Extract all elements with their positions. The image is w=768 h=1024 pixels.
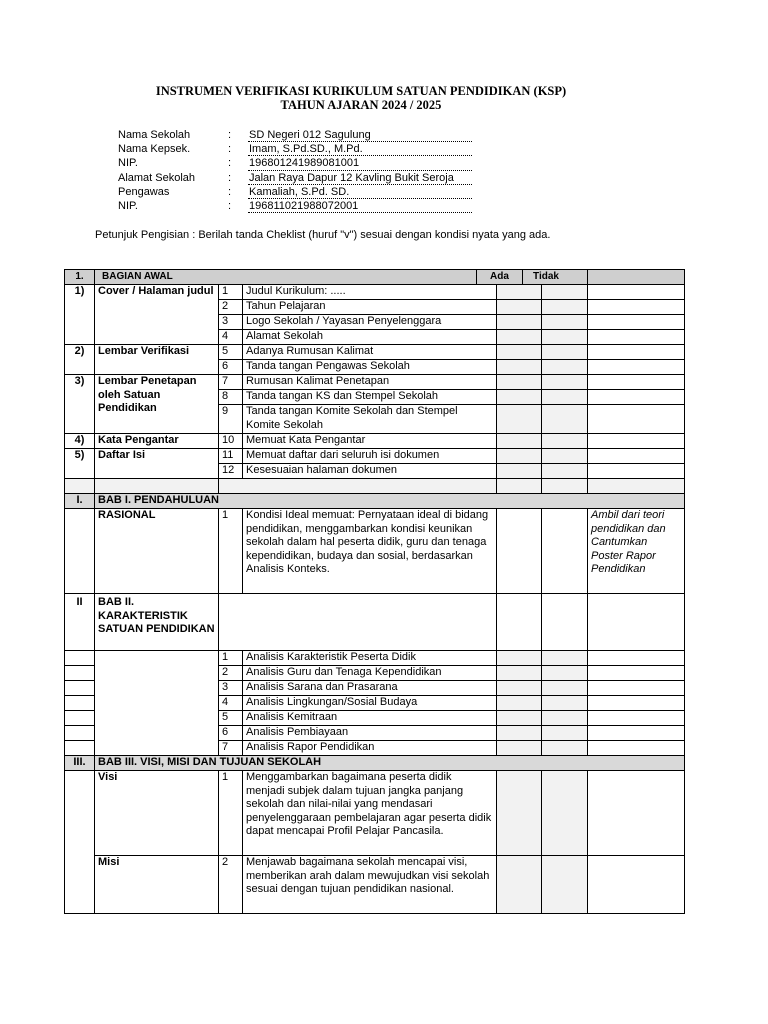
note-cell [588,390,685,405]
info-value: Kamaliah, S.Pd. SD. [248,185,472,199]
table-row [65,434,685,449]
note-cell [588,681,685,696]
tidak-cell[interactable] [542,315,588,330]
row-no: 3) [65,375,95,434]
note-cell [588,771,685,856]
row-no [65,509,95,594]
tidak-cell[interactable] [542,330,588,345]
item-number: 6 [219,360,243,375]
note-cell [588,696,685,711]
item-text: Adanya Rumusan Kalimat [243,345,497,360]
item-text: Tanda tangan Komite Sekolah dan Stempel Komite Sekolah [243,405,497,434]
note-cell [588,434,685,449]
doc-title-line1: INSTRUMEN VERIFIKASI KURIKULUM SATUAN PENDIDIKAN (KSP) [155,84,567,98]
section-no: I. [65,494,95,509]
item-text: Logo Sekolah / Yayasan Penyelenggara [243,315,497,330]
item-number: 10 [219,434,243,449]
row-group: RASIONAL [95,509,219,594]
tidak-cell[interactable] [542,464,588,479]
note-cell [588,345,685,360]
tidak-cell[interactable] [542,285,588,300]
ada-cell[interactable] [497,509,542,594]
row-group: Daftar Isi [95,449,219,479]
ada-cell[interactable] [497,390,542,405]
info-value: 196811021988072001 [248,199,472,213]
info-row-alamat [118,171,472,185]
spacer-cell [65,479,95,494]
info-label: Pengawas [118,185,170,198]
item-text: Alamat Sekolah [243,330,497,345]
spacer-row [65,479,685,494]
item-text: Rumusan Kalimat Penetapan [243,375,497,390]
info-label: NIP. [118,157,138,170]
table-header-row [65,270,685,285]
ada-cell[interactable] [497,726,542,741]
verification-table [64,269,685,914]
note-cell [588,464,685,479]
info-row-nama-kepsek [118,142,472,156]
item-number: 11 [219,449,243,464]
item-text: Analisis Sarana dan Prasarana [243,681,497,696]
header-ada: Ada [476,270,522,284]
ada-cell[interactable] [497,594,542,651]
table-row [65,509,685,594]
ada-cell[interactable] [497,856,542,914]
tidak-cell[interactable] [542,594,588,651]
row-group: Kata Pengantar [95,434,219,449]
ada-cell[interactable] [497,330,542,345]
section-row-bab2 [65,594,685,651]
tidak-cell[interactable] [542,771,588,856]
tidak-cell[interactable] [542,666,588,681]
note-cell [588,651,685,666]
info-colon: : [228,157,232,170]
ada-cell[interactable] [497,666,542,681]
item-text: Tanda tangan KS dan Stempel Sekolah [243,390,497,405]
info-row-nip-pengawas [118,199,472,213]
tidak-cell[interactable] [542,741,588,756]
tidak-cell[interactable] [542,509,588,594]
tidak-cell[interactable] [542,300,588,315]
item-text: Memuat daftar dari seluruh isi dokumen [243,449,497,464]
info-label: Alamat Sekolah [118,171,196,184]
row-no [65,681,95,696]
tidak-cell[interactable] [542,360,588,375]
info-colon: : [228,199,232,212]
table-row [65,771,685,856]
section-title: BAB II. KARAKTERISTIK SATUAN PENDIDIKAN [95,594,219,651]
item-text: Kesesuaian halaman dokumen [243,464,497,479]
spacer-cell [497,479,542,494]
item-number: 1 [219,771,243,856]
row-no [65,696,95,711]
item-text: Memuat Kata Pengantar [243,434,497,449]
item-number: 1 [219,651,243,666]
item-text: Kondisi Ideal memuat: Pernyataan ideal di bidang pendidikan, menggambarkan kondisi keunikan sekolah dalam hal peserta didik, guru dan tenaga kependidikan, budaya dan sosial, berdasarkan Analisis Konteks. [243,509,497,594]
tidak-cell[interactable] [542,651,588,666]
item-number: 2 [219,856,243,914]
item-number: 2 [219,666,243,681]
item-text: Analisis Rapor Pendidikan [243,741,497,756]
tidak-cell[interactable] [542,449,588,464]
item-text: Analisis Karakteristik Peserta Didik [243,651,497,666]
ada-cell[interactable] [497,449,542,464]
item-number: 3 [219,681,243,696]
ada-cell[interactable] [497,285,542,300]
item-text: Analisis Pembiayaan [243,726,497,741]
item-number: 12 [219,464,243,479]
item-text: Analisis Kemitraan [243,711,497,726]
item-number: 8 [219,390,243,405]
table-row [65,285,685,300]
ada-cell[interactable] [497,771,542,856]
ada-cell[interactable] [497,360,542,375]
header-tidak: Tidak [522,270,569,284]
table-row [65,449,685,464]
row-group: Visi [95,771,219,856]
note-cell [588,711,685,726]
header-note [588,270,685,285]
note-cell: Ambil dari teori pendidikan dan Cantumkan Poster Rapor Pendidikan [588,509,685,594]
row-group: Lembar Verifikasi [95,345,219,375]
spacer-cell [542,479,588,494]
instructions: Petunjuk Pengisian : Berilah tanda Cheklist (huruf "v") sesuai dengan kondisi nyata yang ada. [95,229,551,241]
note-cell [588,594,685,651]
section-row-bab1 [65,494,685,509]
header-no: 1. [65,270,95,285]
item-number: 1 [219,509,243,594]
ada-cell[interactable] [497,711,542,726]
row-no [65,741,95,756]
item-number: 3 [219,315,243,330]
info-value: Jalan Raya Dapur 12 Kavling Bukit Seroja [248,171,472,185]
note-cell [588,330,685,345]
item-number: 5 [219,345,243,360]
ada-cell[interactable] [497,696,542,711]
item-number: 4 [219,330,243,345]
ada-cell[interactable] [497,375,542,390]
info-colon: : [228,185,232,198]
header-section-label: BAGIAN AWAL [102,271,173,282]
header-section [95,270,588,285]
note-cell [588,360,685,375]
info-label: Nama Sekolah [118,129,191,141]
section-title: BAB I. PENDAHULUAN [95,494,685,509]
section-no: II [65,594,95,651]
tidak-cell[interactable] [542,390,588,405]
section-row-bab3 [65,756,685,771]
table-row [65,856,685,914]
tidak-cell[interactable] [542,375,588,390]
item-text: Analisis Guru dan Tenaga Kependidikan [243,666,497,681]
info-colon: : [228,143,232,156]
note-cell [588,375,685,390]
info-row-nip-kepsek [118,156,472,170]
table-row [65,345,685,360]
row-no [65,726,95,741]
item-number: 5 [219,711,243,726]
tidak-cell[interactable] [542,681,588,696]
tidak-cell[interactable] [542,726,588,741]
doc-title-line2: TAHUN AJARAN 2024 / 2025 [280,98,442,112]
row-no [65,711,95,726]
info-value: SD Negeri 012 Sagulung [248,128,472,142]
tidak-cell[interactable] [542,345,588,360]
row-group: Cover / Halaman judul [95,285,219,345]
row-group [95,651,219,756]
info-value: Imam, S.Pd.SD., M.Pd. [248,142,472,156]
item-number: 9 [219,405,243,434]
item-number: 2 [219,300,243,315]
row-no: 1) [65,285,95,345]
tidak-cell[interactable] [542,405,588,434]
row-no: 4) [65,434,95,449]
ada-cell[interactable] [497,434,542,449]
item-number: 6 [219,726,243,741]
tidak-cell[interactable] [542,711,588,726]
item-number: 7 [219,375,243,390]
ada-cell[interactable] [497,741,542,756]
item-text: Menggambarkan bagaimana peserta didik menjadi subjek dalam tujuan jangka panjang sekolah dan nilai-nilai yang mendasari penyelenggaraan pembelajaran agar peserta didik dapat mencapai Profil Pelajar Pancasila. [243,771,497,856]
empty-cell [219,594,497,651]
row-no: 2) [65,345,95,375]
ada-cell[interactable] [497,464,542,479]
item-number: 1 [219,285,243,300]
item-number: 4 [219,696,243,711]
item-text: Menjawab bagaimana sekolah mencapai visi, memberikan arah dalam mewujudkan visi sekolah sesuai dengan tujuan pendidikan nasional. [243,856,497,914]
ada-cell[interactable] [497,681,542,696]
info-label: NIP. [118,199,138,212]
info-row-pengawas [118,185,472,199]
note-cell [588,285,685,300]
spacer-cell [95,479,219,494]
section-title: BAB III. VISI, MISI DAN TUJUAN SEKOLAH [95,756,685,771]
row-group: Misi [95,856,219,914]
info-colon: : [228,171,232,184]
info-row-nama-sekolah [118,128,472,142]
note-cell [588,405,685,434]
ada-cell[interactable] [497,345,542,360]
note-cell [588,666,685,681]
row-no [65,666,95,681]
table-row [65,375,685,390]
note-cell [588,449,685,464]
ada-cell[interactable] [497,315,542,330]
note-cell [588,741,685,756]
note-cell [588,315,685,330]
note-cell [588,856,685,914]
item-text: Judul Kurikulum: ..... [243,285,497,300]
info-label: Nama Kepsek. [118,143,191,156]
row-no [65,651,95,666]
spacer-cell [588,479,685,494]
item-text: Tahun Pelajaran [243,300,497,315]
tidak-cell[interactable] [542,434,588,449]
note-cell [588,726,685,741]
ada-cell[interactable] [497,651,542,666]
section-no: III. [65,756,95,771]
item-text: Tanda tangan Pengawas Sekolah [243,360,497,375]
row-no: 5) [65,449,95,479]
item-text: Analisis Lingkungan/Sosial Budaya [243,696,497,711]
row-group: Lembar Penetapan oleh Satuan Pendidikan [95,375,219,434]
info-colon: : [228,129,232,141]
row-no [65,771,95,914]
item-number: 7 [219,741,243,756]
spacer-cell [219,479,497,494]
table-row [65,651,685,666]
tidak-cell[interactable] [542,856,588,914]
info-value: 196801241989081001 [248,156,472,170]
tidak-cell[interactable] [542,696,588,711]
ada-cell[interactable] [497,300,542,315]
note-cell [588,300,685,315]
ada-cell[interactable] [497,405,542,434]
school-info [118,128,472,213]
